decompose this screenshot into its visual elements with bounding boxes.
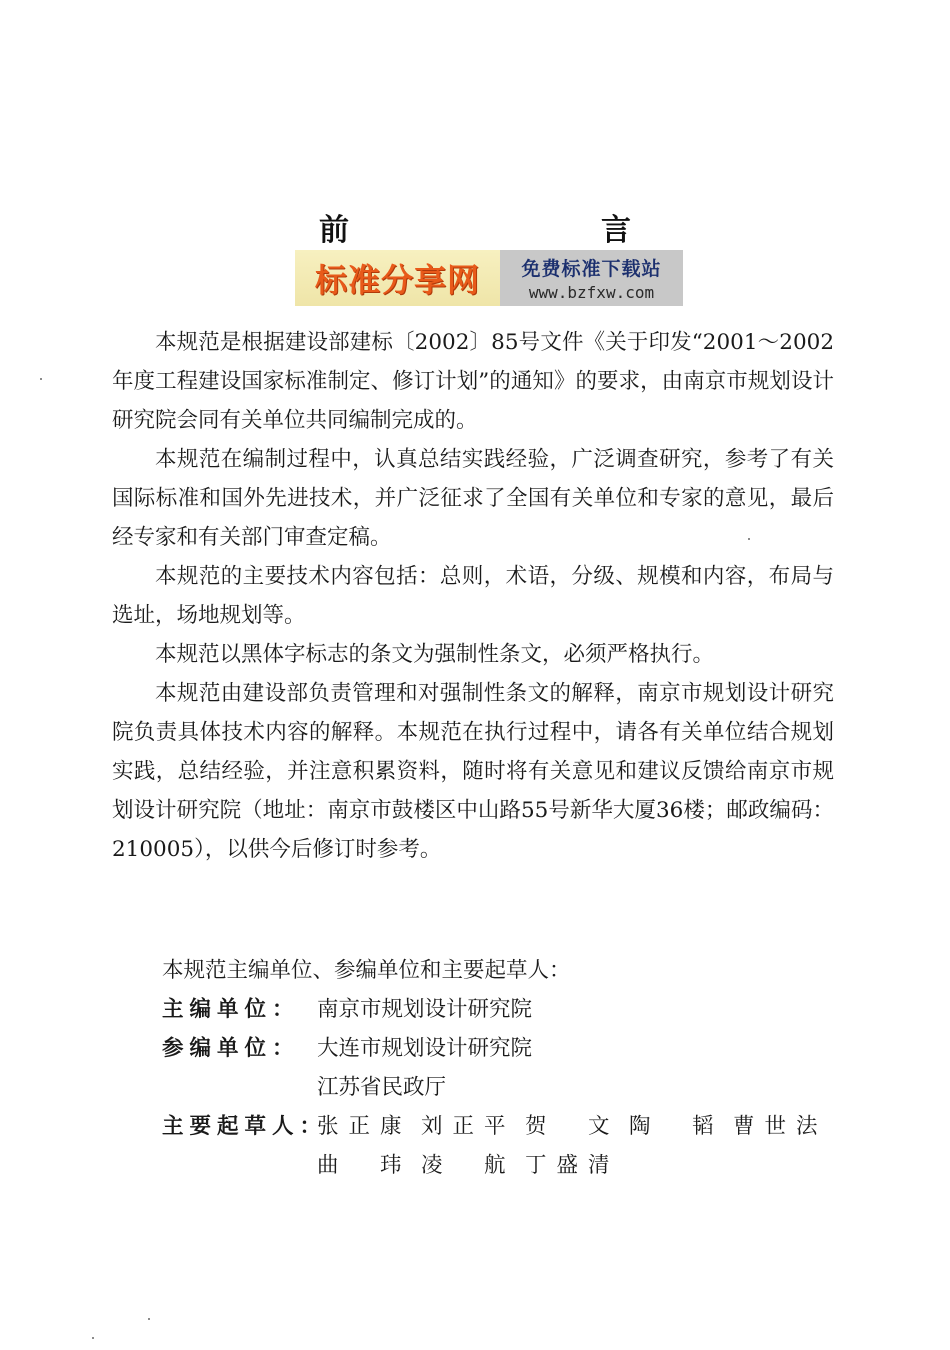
preface-body — [112, 323, 834, 869]
chief-editor-label: 主编单位： — [162, 997, 300, 1022]
participant-value: 大连市规划设计研究院 — [317, 1036, 533, 1061]
credits-intro: 本规范主编单位、参编单位和主要起草人： — [162, 958, 571, 983]
credits-section — [162, 951, 842, 1185]
paragraph: 本规范以黑体字标志的条文为强制性条文，必须严格执行。 — [155, 642, 715, 667]
drafter-name: 张正康 — [317, 1114, 412, 1139]
drafter-name: 刘正平 — [421, 1114, 516, 1139]
drafter-name — [629, 1146, 733, 1185]
chief-editor-value: 南京市规划设计研究院 — [317, 997, 533, 1022]
scan-speck — [92, 1337, 94, 1339]
drafter-name: 曹世法 — [733, 1114, 828, 1139]
drafters-label: 主要起草人： — [162, 1114, 328, 1139]
participant-label: 参编单位： — [162, 1036, 300, 1061]
drafter-name: 凌 航 — [421, 1153, 516, 1178]
scan-speck — [148, 1318, 150, 1320]
scan-speck — [748, 538, 750, 540]
paragraph: 本规范的主要技术内容包括：总则，术语，分级、规模和内容，布局与选址，场地规划等。 — [112, 564, 834, 628]
drafter-name: 贺 文 — [525, 1114, 620, 1139]
drafter-name: 陶 韬 — [629, 1114, 724, 1139]
paragraph: 本规范由建设部负责管理和对强制性条文的解释，南京市规划设计研究院负责具体技术内容的解释。本规范在执行过程中，请各有关单位结合规划实践，总结经验，并注意积累资料，随时将有关意见和建议反馈给南京市规划设计研究院（地址：南京市鼓楼区中山路55号新华大厦36楼；邮政编码：210005），以供今后修订时参考。 — [112, 681, 834, 862]
watermark-url: www.bzfxw.com — [528, 283, 655, 302]
participant-row — [162, 1029, 842, 1107]
drafters-row — [162, 1107, 842, 1185]
paragraph: 本规范在编制过程中，认真总结实践经验，广泛调查研究，参考了有关国际标准和国外先进技术，并广泛征求了全国有关单位和专家的意见，最后经专家和有关部门审查定稿。 — [112, 447, 834, 550]
watermark-site-info — [500, 250, 683, 306]
drafter-name: 丁盛清 — [525, 1153, 620, 1178]
scan-speck — [40, 378, 42, 380]
paragraph: 本规范是根据建设部建标〔2002〕85号文件《关于印发“2001～2002年度工程建设国家标准制定、修订计划”的通知》的要求，由南京市规划设计研究院会同有关单位共同编制完成的。 — [112, 330, 834, 433]
watermark-logo-text: 标准分享网 — [295, 250, 500, 306]
watermark-banner — [295, 250, 683, 306]
page-title: 前 言 — [319, 213, 695, 248]
chief-editor-row — [162, 990, 842, 1029]
participant-value: 江苏省民政厅 — [317, 1075, 447, 1100]
drafter-name: 曲 玮 — [317, 1153, 412, 1178]
watermark-tagline: 免费标准下载站 — [521, 258, 662, 280]
drafters-list — [317, 1107, 842, 1185]
